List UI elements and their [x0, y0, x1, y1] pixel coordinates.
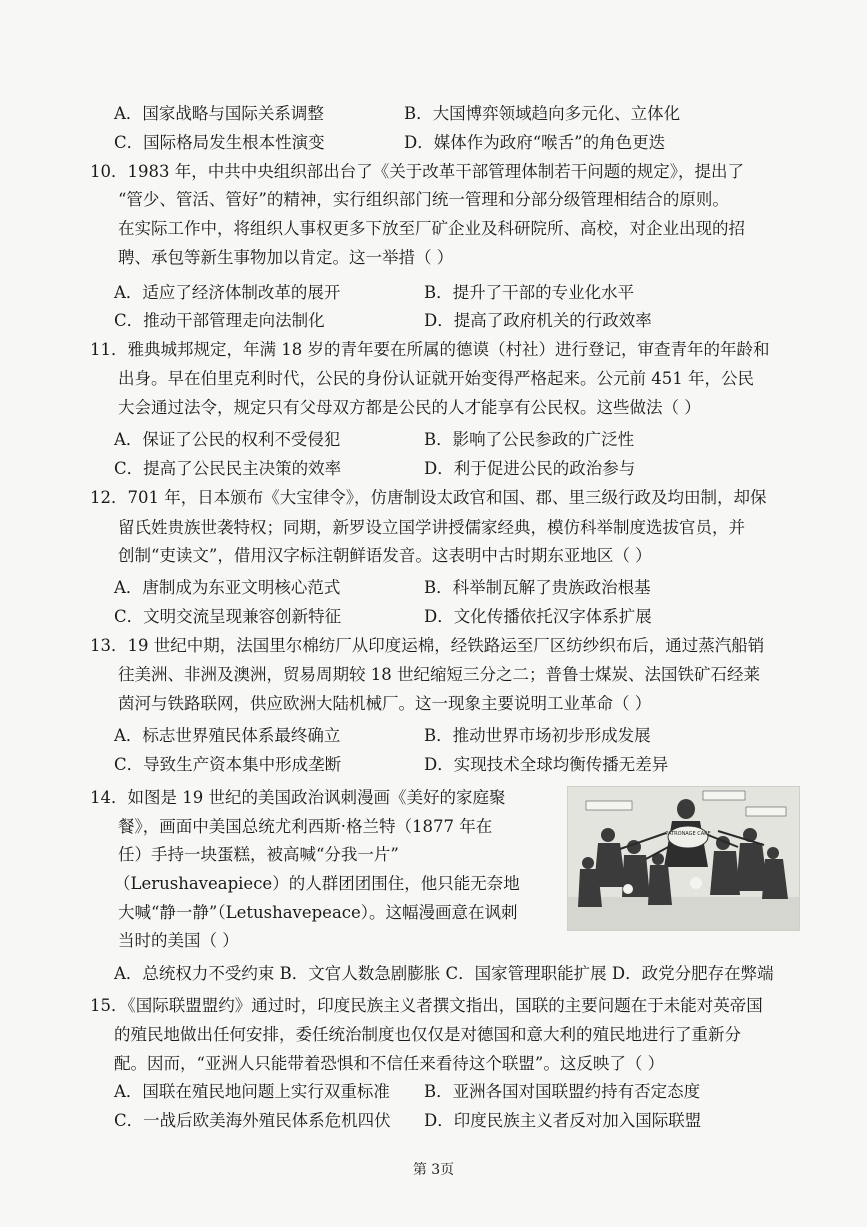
q11-option-c[interactable]: C．提高了公民民主决策的效率 [114, 459, 342, 478]
q9-option-a[interactable]: A．国家战略与国际关系调整 [114, 104, 324, 123]
q11-stem-line-3: 大会通过法令，规定只有父母双方都是公民的人才能享有公民权。这些做法（ ） [118, 398, 701, 417]
q13-option-b[interactable]: B．推动世界市场初步形成发展 [424, 726, 651, 745]
q10-option-d[interactable]: D．提高了政府机关的行政效率 [424, 311, 652, 330]
q11-option-d[interactable]: D．利于促进公民的政治参与 [424, 459, 636, 478]
q15-option-a[interactable]: A．国联在殖民地问题上实行双重标准 [114, 1082, 390, 1101]
q12-option-a[interactable]: A．唐制成为东亚文明核心范式 [114, 578, 341, 597]
q12-option-c[interactable]: C．文明交流呈现兼容创新特征 [114, 607, 342, 626]
q14-stem-line-3: 任）手持一块蛋糕，被高喊“分我一片” [118, 845, 399, 864]
q12-stem-line-3: 创制“吏读文”，借用汉字标注朝鲜语发音。这表明中古时期东亚地区（ ） [118, 546, 652, 565]
q15-stem-line-1: 15．《国际联盟盟约》通过时，印度民族主义者撰文指出，国联的主要问题在于未能对英帝国 [90, 996, 763, 1015]
political-cartoon-image [567, 786, 800, 931]
q10-option-a[interactable]: A．适应了经济体制改革的展开 [114, 283, 341, 302]
q14-options-line: A．总统权力不受约束 B．文官人数急剧膨胀 C．国家管理职能扩展 D．政党分肥存在弊端 [114, 964, 774, 983]
q12-option-b[interactable]: B．科举制瓦解了贵族政治根基 [424, 578, 651, 597]
q15-option-c[interactable]: C．一战后欧美海外殖民体系危机四伏 [114, 1111, 391, 1130]
q10-stem-line-3: 在实际工作中，将组织人事权更多下放至厂矿企业及科研院所、高校，对企业出现的招 [118, 219, 745, 238]
q13-stem-line-1: 13．19 世纪中期，法国里尔棉纺厂从印度运棉，经铁路运至厂区纺纱织布后，通过蒸汽船销 [90, 636, 765, 655]
page-number: 第 3页 [412, 1162, 455, 1178]
q11-option-b[interactable]: B．影响了公民参政的广泛性 [424, 430, 635, 449]
q15-stem-line-3: 配。因而，“亚洲人只能带着恐惧和不信任来看待这个联盟”。这反映了（ ） [114, 1054, 665, 1073]
q11-stem-line-1: 11．雅典城邦规定，年满 18 岁的青年要在所属的德谟（村社）进行登记，审查青年的年龄和 [90, 340, 770, 359]
q11-stem-line-2: 出身。早在伯里克利时代，公民的身份认证就开始变得严格起来。公元前 451 年，公民 [118, 369, 754, 388]
q15-stem-line-2: 的殖民地做出任何安排，委任统治制度也仅仅是对德国和意大利的殖民地进行了重新分 [114, 1025, 741, 1044]
q14-stem-line-5: 大喊“静一静”（Letushavepeace）。这幅漫画意在讽刺 [118, 903, 518, 922]
q14-stem-line-2: 餐》，画面中美国总统尤利西斯·格兰特（1877 年在 [118, 817, 493, 836]
q10-stem-line-2: “管少、管活、管好”的精神，实行组织部门统一管理和分部分级管理相结合的原则。 [118, 190, 729, 209]
q12-stem-line-1: 12．701 年，日本颁布《大宝律令》，仿唐制设太政官和国、郡、里三级行政及均田制，却保 [90, 488, 767, 507]
q12-stem-line-2: 留氏姓贵族世袭特权；同期，新罗设立国学讲授儒家经典，模仿科举制度选拔官员，并 [118, 518, 745, 537]
cake-label: PATRONAGE CAKE [665, 831, 711, 837]
q14-stem-line-1: 14．如图是 19 世纪的美国政治讽刺漫画《美好的家庭聚 [90, 788, 506, 807]
q13-option-d[interactable]: D．实现技术全球均衡传播无差异 [424, 755, 669, 774]
q10-option-b[interactable]: B．提升了干部的专业化水平 [424, 283, 635, 302]
q13-stem-line-2: 往美洲、非洲及澳洲，贸易周期较 18 世纪缩短三分之二；普鲁士煤炭、法国铁矿石经莱 [118, 665, 760, 684]
q13-option-a[interactable]: A．标志世界殖民体系最终确立 [114, 726, 341, 745]
q13-option-c[interactable]: C．导致生产资本集中形成垄断 [114, 755, 342, 774]
q10-stem-line-4: 聘、承包等新生事物加以肯定。这一举措（ ） [118, 248, 454, 267]
q14-stem-line-4: （Lerushaveapiece）的人群团团围住，他只能无奈地 [114, 874, 520, 893]
q12-option-d[interactable]: D．文化传播依托汉字体系扩展 [424, 607, 652, 626]
q11-option-a[interactable]: A．保证了公民的权利不受侵犯 [114, 430, 341, 449]
q10-stem-line-1: 10．1983 年，中共中央组织部出台了《关于改革干部管理体制若干问题的规定》，提出了 [90, 162, 744, 181]
q13-stem-line-3: 茵河与铁路联网，供应欧洲大陆机械厂。这一现象主要说明工业革命（ ） [118, 694, 652, 713]
q10-option-c[interactable]: C．推动干部管理走向法制化 [114, 311, 325, 330]
q15-option-d[interactable]: D．印度民族主义者反对加入国际联盟 [424, 1111, 702, 1130]
q9-option-d[interactable]: D．媒体作为政府“喉舌”的角色更迭 [404, 133, 666, 152]
q15-option-b[interactable]: B．亚洲各国对国联盟约持有否定态度 [424, 1082, 701, 1101]
q9-option-c[interactable]: C．国际格局发生根本性演变 [114, 133, 325, 152]
q14-stem-line-6: 当时的美国（ ） [118, 931, 239, 950]
q9-option-b[interactable]: B．大国博弈领域趋向多元化、立体化 [404, 104, 681, 123]
